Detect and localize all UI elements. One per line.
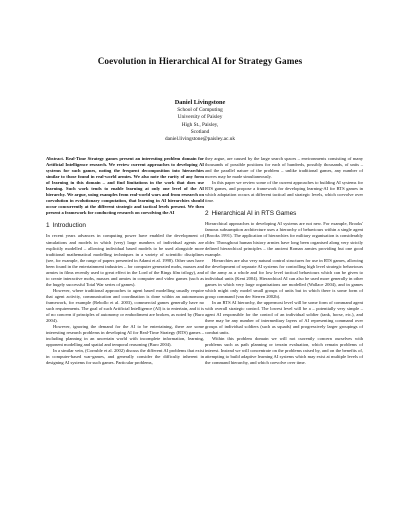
section-title: Introduction [52,222,86,230]
body-paragraph: Within this problem domain we will not currently concern ourselves with problems such as path planning or terrain evaluation, which remain problems of interest. Instead we will concentrate on the problems raised by, and on the benefits of, attempting to build adaptive learning AI systems which may exist at multiple levels of the command hierarchy, and which coevolve over time. [205,336,363,366]
left-column [46,156,204,367]
body-paragraph: However, ignoring the demand for the AI to be entertaining, there are some interesting research problems in developing AI for Real-Time Strategy (RTS) games – including planning in an uncertain world with incomplete information, learning, opponent modelling and spatial and temporal reasoning (Buro 2004). [46,324,204,348]
body-paragraph: However, where traditional approaches to agent based modelling usually require that agent activity, communication and coordination is done within an autonomous framework, for example (Rebollo et al. 2003), commercial games generally have no such requirements. The goal of such Artificial Intelligence (AI) is to entertain, and it is of no concern if principles of autonomy or embodiment are broken, as noted by (Buro 2004). [46,287,204,324]
body-paragraph: In a similar vein, (Corruble et al. 2002) discuss the different AI problems that exist in computer-based war-games, and generally consider the difficulty inherent in designing AI systems for such games. Particular problems, [46,348,204,366]
body-paragraph: In this paper we review some of the current approaches to building AI systems for RTS games, and propose a framework for developing learning-AI for RTS games in which adaptation occurs at different tactical and strategic levels, which coevolve over time. [205,180,363,204]
body-paragraph: they argue, are caused by the large search spaces – environments consisting of many thousands of possible positions for each of hundreds, possibly thousands, of units – and the parallel nature of the problem – unlike traditional games, any number of moves may be made simultaneously. [205,156,363,180]
section-title: Hierarchical AI in RTS Games [211,210,297,218]
author-name: Daniel Livingstone [174,99,226,106]
section-number: 1 [46,222,50,230]
right-column [205,156,363,367]
body-paragraph: In recent years advances in computing power have enabled the development of simulations and models in which (very) large numbers of individual agents are explicitly modelled – allowing individual based models to be used alongside more traditional mathematical modelling techniques in a variety of scientific disciplines (see, for example, the range of papers presented in Adami et al. 1998). Other uses have been found in the entertainment industries – for computer generated mobs, masses and armies in films recently used to great effect in the Lord of the Rings film trilogy), and to create interactive mobs, masses and armies in computer and video games (such as the hugely successful Total War series of games). [46,233,204,287]
section-heading [46,222,204,230]
affiliation-line: High St., Paisley, [181,121,219,128]
affiliation-line: Scotland [190,128,210,135]
abstract: Abstract. Real-Time Strategy games present an interesting problem domain for Artificial Intelligence research. We review current approaches to developing AI systems for such games, noting the frequent decomposition into hierarchies similar to those found in real-world armies. We also note the rarity of any form of learning in this domain – and find limitations in the work that does use learning. Such work tends to enable learning at only one level of the AI hierarchy. We argue, using examples from real-world wars and from research on coevolution in evolutionary computation, that learning in AI hierarchies should occur concurrently at the different strategic and tactical levels present. We then present a framework for conducting research on coevolving the AI [46,156,204,216]
section-heading [205,210,363,218]
section-number: 2 [205,210,209,218]
paper-title: Coevolution in Hierarchical AI for Strategy Games [97,56,303,66]
body-paragraph: In an RTS AI hierarchy, the uppermost level will be some form of command agent with overall strategic control. The lowest level will be a – potentially very simple – agent AI responsible for the control of an individual soldier (tank, horse, etc.), and there may be any number of intermediary layers of AI representing command over groups of individual soldiers (such as squads) and progressively larger groupings of combat units. [205,299,363,336]
affiliation-line: School of Computing [177,107,223,114]
body-paragraph: Hierarchies are also very natural control structures for use in RTS games, allowing the development of separate AI systems for controlling high level strategic behaviours of the army as a whole and for low level tactical behaviours which can be given to individual units (Kent 2004). Hierarchical AI can also be used more generally in other games in which very large organisations are modelled (Wallace 2004), and in games which might only model small groups of units but in which there is some form of group command (van der Sterren 2002b). [205,257,363,299]
author-block [0,99,400,143]
body-paragraph: Hierarchical approaches to developing AI systems are not new. For example, Brooks' famous subsumption architecture uses a hierarchy of behaviours within a single agent (Brooks 1991). The application of hierarchies for military organisation is considerably older. Throughout human history armies have long been organised along very strictly defined hierarchical principles – the ancient Roman armies providing but one good example. [205,221,363,257]
author-email[interactable]: daniel.livingstone@paisley.ac.uk [165,136,235,143]
affiliation-line: University of Paisley [177,114,223,121]
